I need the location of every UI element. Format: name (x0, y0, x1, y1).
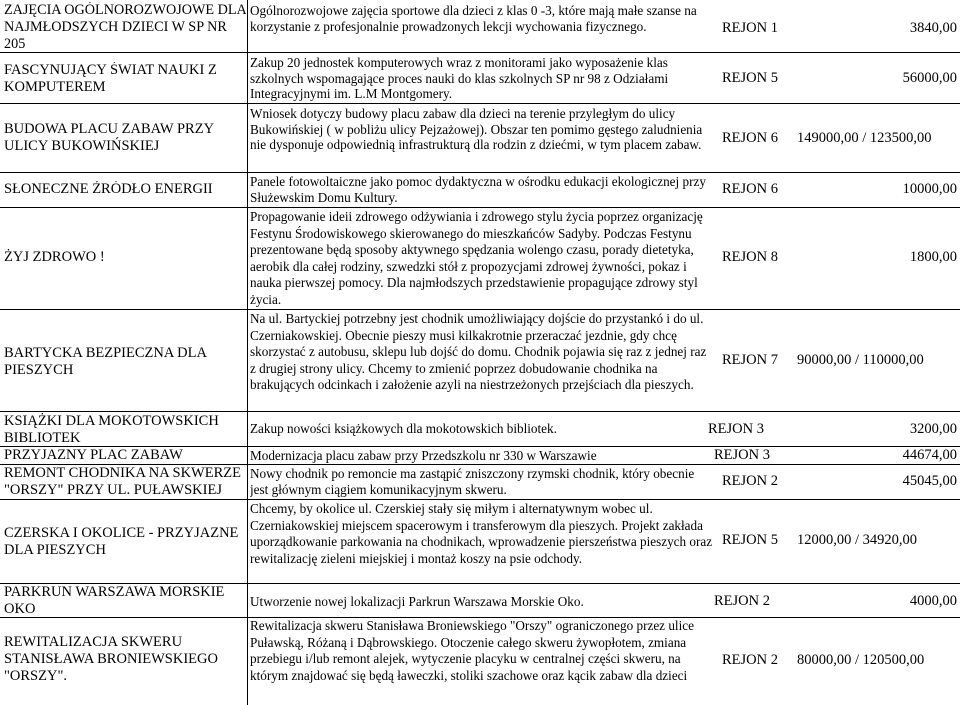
project-name: KSIĄŻKI DLA MOKOTOWSKICH BIBLIOTEK (4, 413, 219, 446)
project-amount: 90000,00 / 110000,00 (797, 352, 924, 368)
project-amount: 149000,00 / 123500,00 (797, 130, 932, 146)
project-region: REJON 6 (722, 181, 778, 197)
project-region: REJON 5 (722, 70, 778, 86)
table-row (0, 500, 960, 584)
project-description: Wniosek dotyczy budowy placu zabaw dla dzieci na terenie przyległym do ulicy Bukowińskiej ( w pobliżu ulicy Pejzażowej). Obszar ten pomimo gęstego zaludnienia nie dysponuje odpowiednią infrastrukturą dla rodzin z dziećmi, w tym placem zabaw. (250, 106, 703, 153)
table-row (0, 465, 960, 500)
project-name: PRZYJAZNY PLAC ZABAW (4, 447, 183, 463)
column-divider (247, 0, 248, 705)
project-amount: 80000,00 / 120500,00 (797, 652, 925, 668)
table-row (0, 0, 960, 53)
project-description: Ogólnorozwojowe zajęcia sportowe dla dzieci z klas 0 -3, które mają małe szanse na korzystanie z profesjonalnie prowadzonych lekcji wychowania fizycznego. (250, 3, 697, 34)
project-name: PARKRUN WARSZAWA MORSKIE OKO (4, 584, 225, 617)
project-amount: 1800,00 (909, 249, 957, 265)
table-row (0, 104, 960, 173)
table-row (0, 618, 960, 705)
project-region: REJON 3 (714, 447, 770, 463)
project-description: Propagowanie ideii zdrowego odżywiania i zdrowego stylu życia poprzez organizację Festynu Środowiskowego skierowanego do mieszkańców Sadyby. Podczas Festynu prezentowane będą sposoby aktywnego spędzania wolengo czasu, porady dietetyka, aerobik dla całej rodziny, szwedzki stół z propozycjami zdrowej żywności, pokaz i nauka pierwszej pomocy. Dla najmłodszych przedstawienie propagujące zdrowy styl życia. (250, 209, 703, 307)
table-row (0, 584, 960, 618)
table-row (0, 173, 960, 208)
table-row (0, 412, 960, 447)
project-description: Zakup nowości książkowych dla mokotowskich bibliotek. (250, 421, 557, 436)
project-region: REJON 3 (708, 421, 764, 437)
project-description: Na ul. Bartyckiej potrzebny jest chodnik umożliwiający dojście do przystankó i do ul. Czerniakowskiej. Obecnie pieszy musi kilkakrotnie przeraczać jezdnie, gdy chcę skorzystać z autobusu, sklepu lub dojść do domu. Chodnik pojawia się raz z jednej raz z drugiej strony ulicy. Chcemy to zmienić poprzez dobudowanie chodnika na brakujących odcinkach i założenie azyli na niestrzeżonych przejściach dla pieszych. (250, 311, 707, 393)
project-name: CZERSKA I OKOLICE - PRZYJAZNE DLA PIESZYCH (4, 525, 239, 558)
table-row (0, 208, 960, 310)
project-name: BARTYCKA BEZPIECZNA DLA PIESZYCH (4, 345, 207, 378)
project-name: REWITALIZACJA SKWERU STANISŁAWA BRONIEWSKIEGO "ORSZY". (4, 634, 218, 684)
project-region: REJON 2 (714, 593, 770, 609)
project-region: REJON 5 (722, 532, 778, 548)
project-amount: 10000,00 (902, 181, 957, 197)
project-region: REJON 8 (722, 249, 778, 265)
project-name: ZAJĘCIA OGÓLNOROZWOJOWE DLA NAJMŁODSZYCH DZIECI W SP NR 205 (4, 2, 246, 52)
project-amount: 44674,00 (902, 447, 957, 463)
project-description: Panele fotowoltaiczne jako pomoc dydaktyczna w ośrodku edukacji ekologicznej przy Służewskim Domu Kultury. (250, 174, 706, 205)
project-amount: 56000,00 (902, 70, 957, 86)
project-region: REJON 7 (722, 352, 778, 368)
project-region: REJON 2 (722, 473, 778, 489)
project-name: SŁONECZNE ŹRÓDŁO ENERGII (4, 181, 213, 197)
project-description: Rewitalizacja skweru Stanisława Broniewskiego "Orszy" ograniczonego przez ulice Puławską, Różaną i Dąbrowskiego. Otoczenie całego skweru żywopłotem, zmiana przebiegu i/lub remont alejek, wytyczenie placyku w centralnej części skweru, na którym znajdować się będą ławeczki, stoliki szachowe oraz kącik zabaw dla dzieci (250, 618, 694, 683)
project-amount: 3840,00 (909, 20, 957, 36)
project-description: Modernizacja placu zabaw przy Przedszkolu nr 330 w Warszawie (250, 448, 597, 463)
project-amount: 45045,00 (902, 473, 957, 489)
table-row (0, 53, 960, 104)
table-row (0, 447, 960, 465)
project-description: Chcemy, by okolice ul. Czerskiej stały się miłym i alternatywnym wobec ul. Czerniakowskiej miejscem spacerowym i transferowym dla pieszych. Projekt zakłada uporządkowanie parkowania na chodnikach, wprowadzenie pierszeństwa pieszych oraz rewitalizację zieleni miejskiej i montaż koszy na psie odchody. (250, 501, 713, 566)
project-amount: 12000,00 / 34920,00 (797, 532, 918, 548)
project-description: Zakup 20 jednostek komputerowych wraz z monitorami jako wyposażenie klas szkolnych wspomagające proces nauki do klas szkolnych SP nr 98 z Odziałami Integracyjnymi im. L.M Montgomery. (250, 55, 669, 102)
project-name: REMONT CHODNIKA NA SKWERZE "ORSZY" PRZY UL. PUŁAWSKIEJ (4, 465, 241, 498)
project-description: Nowy chodnik po remoncie ma zastąpić zniszczony rzymski chodnik, który obecnie jest głównym ciągiem komunikacyjnym skweru. (250, 466, 695, 497)
project-name: FASCYNUJĄCY ŚWIAT NAUKI Z KOMPUTEREM (4, 62, 217, 95)
project-region: REJON 1 (722, 20, 778, 36)
project-amount: 4000,00 (909, 593, 957, 609)
project-name: BUDOWA PLACU ZABAW PRZY ULICY BUKOWIŃSKIEJ (4, 121, 214, 154)
project-name: ŻYJ ZDROWO ! (4, 249, 105, 265)
project-region: REJON 6 (722, 130, 778, 146)
table-row (0, 310, 960, 412)
project-amount: 3200,00 (909, 421, 957, 437)
project-description: Utworzenie nowej lokalizacji Parkrun Warszawa Morskie Oko. (250, 594, 584, 609)
project-region: REJON 2 (722, 652, 778, 668)
